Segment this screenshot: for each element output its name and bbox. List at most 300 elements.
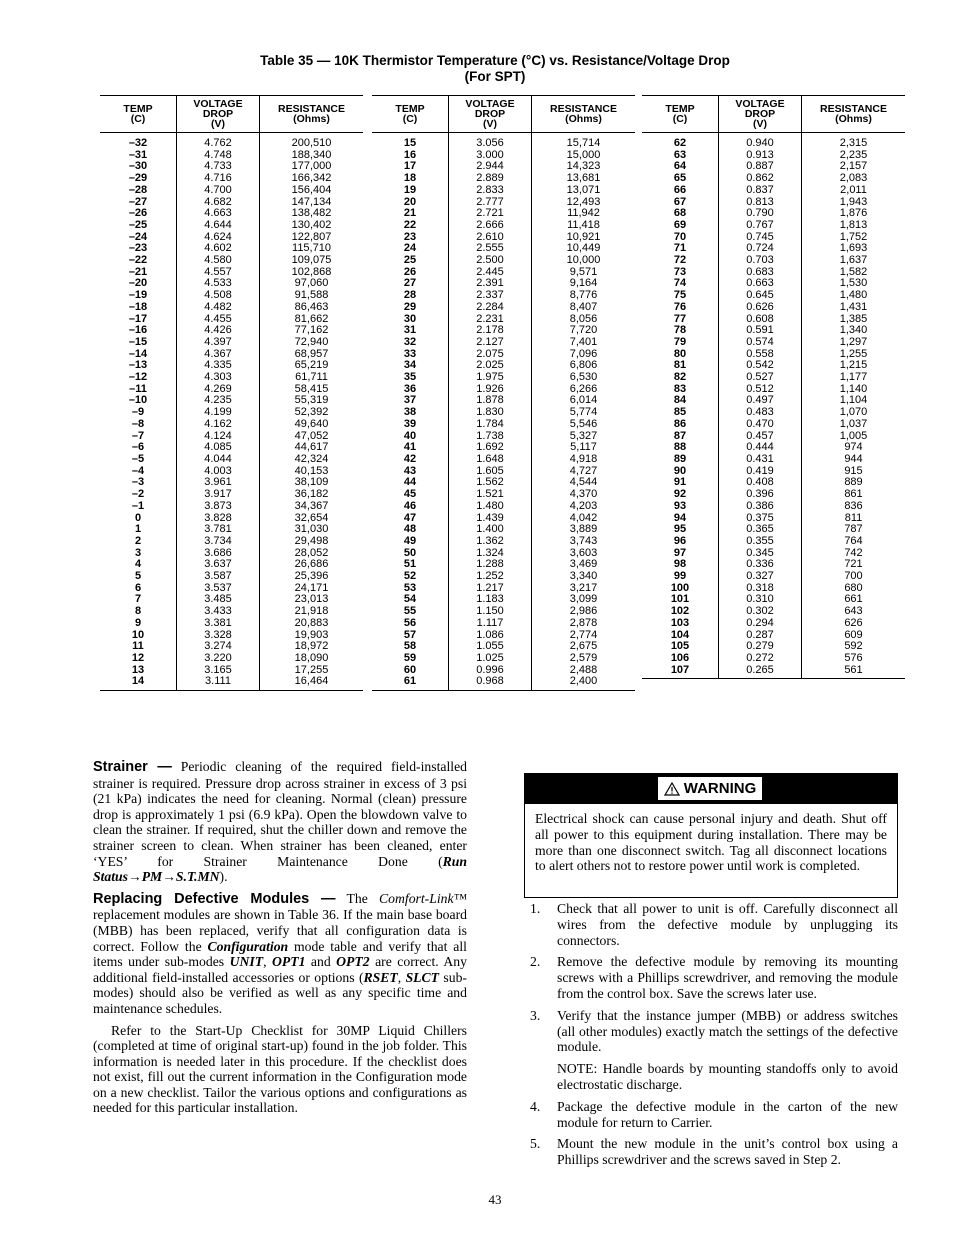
temp-cell: –13 — [128, 359, 148, 372]
voltage-cell: 3.220 — [177, 653, 260, 665]
steps-list — [530, 901, 898, 1174]
table-row — [642, 536, 905, 548]
voltage-cell: 0.862 — [719, 173, 802, 185]
temp-cell: –12 — [128, 371, 148, 384]
resistance-cell: 561 — [802, 665, 906, 679]
resistance-cell: 11,942 — [532, 208, 636, 220]
resistance-cell: 1,215 — [802, 360, 906, 372]
temp-cell: –9 — [131, 406, 145, 419]
resistance-cell: 1,530 — [802, 278, 906, 290]
voltage-cell: 2.391 — [449, 278, 532, 290]
resistance-cell: 1,340 — [802, 325, 906, 337]
voltage-cell: 4.269 — [177, 384, 260, 396]
voltage-cell: 2.284 — [449, 302, 532, 314]
voltage-cell: 4.003 — [177, 466, 260, 478]
temp-cell: 1 — [134, 523, 142, 536]
table-row — [372, 676, 635, 690]
resistance-cell: 11,418 — [532, 220, 636, 232]
resistance-cell: 2,235 — [802, 150, 906, 162]
temp-cell: 44 — [403, 476, 417, 489]
temp-cell: 53 — [403, 581, 417, 594]
step-3: 3. Verify that the instance jumper (MBB) or address switches (all other modules) exactly match the settings of the defective module. — [530, 1007, 898, 1055]
resistance-cell: 97,060 — [260, 278, 364, 290]
voltage-cell: 0.470 — [719, 419, 802, 431]
voltage-cell: 3.961 — [177, 477, 260, 489]
temp-cell: 37 — [403, 394, 417, 407]
voltage-cell: 4.624 — [177, 232, 260, 244]
warning-label — [658, 777, 762, 800]
temp-cell: 45 — [403, 488, 417, 501]
resistance-cell: 2,579 — [532, 653, 636, 665]
resistance-cell: 166,342 — [260, 173, 364, 185]
voltage-cell: 1.648 — [449, 454, 532, 466]
resistance-cell: 115,710 — [260, 243, 364, 255]
voltage-cell: 2.231 — [449, 314, 532, 326]
resistance-cell: 188,340 — [260, 150, 364, 162]
resistance-cell: 3,099 — [532, 594, 636, 606]
header-temp: TEMP (C) — [642, 96, 719, 133]
temp-cell: 15 — [403, 137, 417, 149]
header-resistance: RESISTANCE (Ohms) — [260, 96, 364, 133]
voltage-cell: 1.150 — [449, 606, 532, 618]
voltage-cell: 0.663 — [719, 278, 802, 290]
temp-cell: 32 — [403, 335, 417, 348]
voltage-cell: 2.075 — [449, 349, 532, 361]
thermistor-table-col-1 — [100, 95, 363, 691]
voltage-cell: 3.274 — [177, 641, 260, 653]
resistance-cell: 661 — [802, 594, 906, 606]
temp-cell: –26 — [128, 207, 148, 220]
header-voltage: VOLTAGE DROP (V) — [719, 96, 802, 133]
resistance-cell: 49,640 — [260, 419, 364, 431]
voltage-cell: 4.644 — [177, 220, 260, 232]
voltage-cell: 4.748 — [177, 150, 260, 162]
temp-cell: –8 — [131, 417, 145, 430]
temp-cell: 43 — [403, 464, 417, 477]
resistance-cell: 680 — [802, 583, 906, 595]
resistance-cell: 61,711 — [260, 372, 364, 384]
temp-cell: –21 — [128, 265, 148, 278]
temp-cell: 31 — [403, 324, 417, 337]
temp-cell: 100 — [670, 581, 690, 594]
step-1: 1. Check that all power to unit is off. Carefully disconnect all wires from the defective module by unplugging its connectors. — [530, 901, 898, 948]
temp-cell: 14 — [100, 676, 177, 690]
voltage-cell: 1.605 — [449, 466, 532, 478]
temp-cell: 99 — [673, 570, 687, 583]
table-row — [100, 337, 363, 349]
temp-cell: 88 — [673, 441, 687, 454]
temp-cell: –17 — [128, 312, 148, 325]
resistance-cell: 44,617 — [260, 442, 364, 454]
voltage-cell: 1.439 — [449, 513, 532, 525]
resistance-cell: 15,714 — [532, 133, 636, 150]
voltage-cell: 1.117 — [449, 618, 532, 630]
resistance-cell: 1,431 — [802, 302, 906, 314]
resistance-cell: 6,806 — [532, 360, 636, 372]
resistance-cell: 787 — [802, 524, 906, 536]
voltage-cell: 2.500 — [449, 255, 532, 267]
voltage-cell: 3.000 — [449, 150, 532, 162]
temp-cell: 0 — [134, 511, 142, 524]
resistance-cell: 16,464 — [260, 676, 364, 690]
voltage-cell: 3.781 — [177, 524, 260, 536]
resistance-cell: 15,000 — [532, 150, 636, 162]
step-4: 4. Package the defective module in the carton of the new module for return to Carrier. — [530, 1098, 898, 1130]
resistance-cell: 102,868 — [260, 267, 364, 279]
table-row — [372, 185, 635, 197]
resistance-cell: 36,182 — [260, 489, 364, 501]
table-row — [642, 302, 905, 314]
voltage-cell: 0.512 — [719, 384, 802, 396]
temp-cell: 61 — [372, 676, 449, 690]
temp-cell: 65 — [673, 172, 687, 185]
temp-cell: 97 — [673, 546, 687, 559]
resistance-cell: 811 — [802, 513, 906, 525]
voltage-cell: 4.303 — [177, 372, 260, 384]
temp-cell: 74 — [673, 277, 687, 290]
temp-cell: 50 — [403, 546, 417, 559]
temp-cell: –4 — [131, 464, 145, 477]
temp-cell: 34 — [403, 359, 417, 372]
temp-cell: 29 — [403, 300, 417, 313]
voltage-cell: 0.318 — [719, 583, 802, 595]
voltage-cell: 1.521 — [449, 489, 532, 501]
thermistor-table-col-2 — [372, 95, 635, 691]
temp-cell: 54 — [403, 593, 417, 606]
table-row — [642, 255, 905, 267]
voltage-cell: 3.328 — [177, 630, 260, 642]
temp-cell: 48 — [403, 523, 417, 536]
voltage-cell: 2.127 — [449, 337, 532, 349]
temp-cell: –2 — [131, 488, 145, 501]
voltage-cell: 2.721 — [449, 208, 532, 220]
resistance-cell: 7,096 — [532, 349, 636, 361]
temp-cell: –30 — [128, 160, 148, 173]
table-row — [100, 185, 363, 197]
table-row — [100, 676, 363, 690]
voltage-cell: 1.975 — [449, 372, 532, 384]
resistance-cell: 7,401 — [532, 337, 636, 349]
resistance-cell: 2,488 — [532, 665, 636, 677]
table-row — [372, 220, 635, 232]
temp-cell: –16 — [128, 324, 148, 337]
resistance-cell: 576 — [802, 653, 906, 665]
resistance-cell: 177,000 — [260, 161, 364, 173]
voltage-cell: 2.777 — [449, 197, 532, 209]
resistance-cell: 2,400 — [532, 676, 636, 690]
table-row — [100, 255, 363, 267]
resistance-cell: 721 — [802, 559, 906, 571]
table-row — [100, 618, 363, 630]
temp-cell: 79 — [673, 335, 687, 348]
warning-triangle-icon — [664, 782, 680, 796]
resistance-cell: 1,297 — [802, 337, 906, 349]
resistance-cell: 9,571 — [532, 267, 636, 279]
voltage-cell: 0.608 — [719, 314, 802, 326]
table-row — [372, 571, 635, 583]
resistance-cell: 8,776 — [532, 290, 636, 302]
resistance-cell: 147,134 — [260, 197, 364, 209]
voltage-cell: 0.287 — [719, 630, 802, 642]
resistance-cell: 19,903 — [260, 630, 364, 642]
resistance-cell: 42,324 — [260, 454, 364, 466]
voltage-cell: 0.968 — [449, 676, 532, 690]
table-row — [642, 653, 905, 665]
table-row — [372, 372, 635, 384]
voltage-cell: 3.056 — [449, 133, 532, 150]
resistance-cell: 4,727 — [532, 466, 636, 478]
temp-cell: 92 — [673, 488, 687, 501]
temp-cell: 51 — [403, 558, 417, 571]
resistance-cell: 18,972 — [260, 641, 364, 653]
resistance-cell: 1,876 — [802, 208, 906, 220]
temp-cell: 20 — [403, 195, 417, 208]
voltage-cell: 0.745 — [719, 232, 802, 244]
voltage-cell: 4.533 — [177, 278, 260, 290]
resistance-cell: 13,681 — [532, 173, 636, 185]
table-row — [100, 133, 363, 150]
resistance-cell: 21,918 — [260, 606, 364, 618]
table-row — [100, 571, 363, 583]
checklist-paragraph: Refer to the Start-Up Checklist for 30MP Liquid Chillers (completed at time of original start-up) found in the job folder. This information is needed later in this procedure. If the checklist does not exist, fill out the current information in the Configuration mode on a new checklist. Tailor the various options and configurations as needed for this particular installation. — [93, 1022, 467, 1116]
temp-cell: 38 — [403, 406, 417, 419]
voltage-cell: 1.926 — [449, 384, 532, 396]
temp-cell: 62 — [673, 137, 687, 149]
temp-cell: 103 — [670, 616, 690, 629]
voltage-cell: 3.165 — [177, 665, 260, 677]
voltage-cell: 4.199 — [177, 407, 260, 419]
resistance-cell: 2,157 — [802, 161, 906, 173]
resistance-cell: 156,404 — [260, 185, 364, 197]
temp-cell: 86 — [673, 417, 687, 430]
temp-cell: 82 — [673, 371, 687, 384]
resistance-cell: 29,498 — [260, 536, 364, 548]
resistance-cell: 2,675 — [532, 641, 636, 653]
table-row — [642, 372, 905, 384]
table-row — [642, 220, 905, 232]
header-voltage: VOLTAGE DROP (V) — [449, 96, 532, 133]
temp-cell: 89 — [673, 452, 687, 465]
table-row — [100, 454, 363, 466]
temp-cell: 7 — [134, 593, 142, 606]
temp-cell: 76 — [673, 300, 687, 313]
voltage-cell: 0.345 — [719, 548, 802, 560]
temp-cell: 8 — [134, 605, 142, 618]
voltage-cell: 1.252 — [449, 571, 532, 583]
resistance-cell: 47,052 — [260, 431, 364, 443]
voltage-cell: 3.433 — [177, 606, 260, 618]
voltage-cell: 2.555 — [449, 243, 532, 255]
table-row — [372, 302, 635, 314]
resistance-cell: 5,546 — [532, 419, 636, 431]
resistance-cell: 10,000 — [532, 255, 636, 267]
temp-cell: 17 — [403, 160, 417, 173]
strainer-heading: Strainer — — [93, 759, 172, 775]
temp-cell: 2 — [134, 534, 142, 547]
resistance-cell: 1,693 — [802, 243, 906, 255]
temp-cell: 78 — [673, 324, 687, 337]
header-temp: TEMP (C) — [100, 96, 177, 133]
table-row — [642, 618, 905, 630]
temp-cell: 24 — [403, 242, 417, 255]
temp-cell: 35 — [403, 371, 417, 384]
resistance-cell: 10,449 — [532, 243, 636, 255]
temp-cell: 77 — [673, 312, 687, 325]
temp-cell: –29 — [128, 172, 148, 185]
voltage-cell: 3.111 — [177, 676, 260, 690]
temp-cell: 19 — [403, 183, 417, 196]
resistance-cell: 1,140 — [802, 384, 906, 396]
table-row — [372, 337, 635, 349]
resistance-cell: 109,075 — [260, 255, 364, 267]
resistance-cell: 700 — [802, 571, 906, 583]
temp-cell: 63 — [673, 148, 687, 161]
step-2: 2. Remove the defective module by removing its mounting screws with a Phillips screwdriver, and removing the module from the control box. Save the screws later use. — [530, 954, 898, 1001]
resistance-cell: 1,104 — [802, 395, 906, 407]
voltage-cell: 0.813 — [719, 197, 802, 209]
voltage-cell: 3.381 — [177, 618, 260, 630]
temp-cell: –28 — [128, 183, 148, 196]
resistance-cell: 58,415 — [260, 384, 364, 396]
temp-cell: 11 — [132, 640, 144, 653]
temp-cell: 84 — [673, 394, 687, 407]
voltage-cell: 4.682 — [177, 197, 260, 209]
resistance-cell: 8,056 — [532, 314, 636, 326]
header-voltage: VOLTAGE DROP (V) — [177, 96, 260, 133]
header-resistance: RESISTANCE (Ohms) — [802, 96, 906, 133]
left-text-column — [93, 759, 467, 1122]
temp-cell: 87 — [673, 429, 687, 442]
voltage-cell: 0.790 — [719, 208, 802, 220]
table-row — [100, 372, 363, 384]
table-row — [372, 454, 635, 466]
temp-cell: 80 — [673, 347, 687, 360]
temp-cell: 57 — [403, 628, 417, 641]
voltage-cell: 3.686 — [177, 548, 260, 560]
temp-cell: 66 — [673, 183, 687, 196]
temp-cell: 16 — [403, 148, 417, 161]
resistance-cell: 4,370 — [532, 489, 636, 501]
warning-label-text: WARNING — [683, 780, 757, 797]
table-title: Table 35 — 10K Thermistor Temperature (°C) vs. Resistance/Voltage Drop — [260, 53, 730, 68]
resistance-cell: 1,582 — [802, 267, 906, 279]
resistance-cell: 742 — [802, 548, 906, 560]
voltage-cell: 0.327 — [719, 571, 802, 583]
voltage-cell: 4.733 — [177, 161, 260, 173]
voltage-cell: 3.637 — [177, 559, 260, 571]
voltage-cell: 0.265 — [719, 665, 802, 679]
temp-cell: 3 — [134, 546, 142, 559]
voltage-cell: 0.996 — [449, 665, 532, 677]
resistance-cell: 65,219 — [260, 360, 364, 372]
resistance-cell: 861 — [802, 489, 906, 501]
resistance-cell: 2,878 — [532, 618, 636, 630]
temp-cell: –25 — [128, 218, 148, 231]
temp-cell: –27 — [128, 195, 148, 208]
resistance-cell: 1,480 — [802, 290, 906, 302]
resistance-cell: 14,323 — [532, 161, 636, 173]
resistance-cell: 34,367 — [260, 501, 364, 513]
resistance-cell: 3,603 — [532, 548, 636, 560]
resistance-cell: 592 — [802, 641, 906, 653]
temp-cell: –31 — [128, 148, 148, 161]
temp-cell: 49 — [403, 534, 417, 547]
voltage-cell: 1.025 — [449, 653, 532, 665]
voltage-cell: 3.917 — [177, 489, 260, 501]
resistance-cell: 52,392 — [260, 407, 364, 419]
voltage-cell: 4.426 — [177, 325, 260, 337]
temp-cell: 4 — [134, 558, 142, 571]
voltage-cell: 0.887 — [719, 161, 802, 173]
voltage-cell: 3.537 — [177, 583, 260, 595]
table-row — [100, 220, 363, 232]
step-5: 5. Mount the new module in the unit’s control box using a Phillips screwdriver and the screws saved in Step 2. — [530, 1136, 898, 1168]
temp-cell: 60 — [403, 663, 417, 676]
voltage-cell: 2.666 — [449, 220, 532, 232]
temp-cell: 41 — [403, 441, 417, 454]
voltage-cell: 1.055 — [449, 641, 532, 653]
header-temp: TEMP (C) — [372, 96, 449, 133]
voltage-cell: 0.294 — [719, 618, 802, 630]
resistance-cell: 2,986 — [532, 606, 636, 618]
voltage-cell: 0.574 — [719, 337, 802, 349]
table-row — [372, 255, 635, 267]
temp-cell: 72 — [673, 254, 687, 267]
voltage-cell: 4.557 — [177, 267, 260, 279]
resistance-cell: 944 — [802, 454, 906, 466]
resistance-cell: 2,083 — [802, 173, 906, 185]
voltage-cell: 0.431 — [719, 454, 802, 466]
voltage-cell: 0.497 — [719, 395, 802, 407]
voltage-cell: 4.580 — [177, 255, 260, 267]
voltage-cell: 0.683 — [719, 267, 802, 279]
resistance-cell: 6,530 — [532, 372, 636, 384]
resistance-cell: 77,162 — [260, 325, 364, 337]
temp-cell: 6 — [134, 581, 142, 594]
temp-cell: –7 — [131, 429, 145, 442]
temp-cell: –18 — [128, 300, 148, 313]
voltage-cell: 0.913 — [719, 150, 802, 162]
voltage-cell: 0.703 — [719, 255, 802, 267]
page-number: 43 — [488, 1192, 502, 1207]
temp-cell: 27 — [403, 277, 417, 290]
voltage-cell: 0.626 — [719, 302, 802, 314]
temp-cell: 23 — [403, 230, 417, 243]
resistance-cell: 25,396 — [260, 571, 364, 583]
voltage-cell: 3.828 — [177, 513, 260, 525]
resistance-cell: 626 — [802, 618, 906, 630]
resistance-cell: 4,203 — [532, 501, 636, 513]
note: NOTE: Handle boards by mounting standoffs only to avoid electrostatic discharge. — [557, 1061, 898, 1092]
resistance-cell: 5,117 — [532, 442, 636, 454]
voltage-cell: 0.645 — [719, 290, 802, 302]
resistance-cell: 31,030 — [260, 524, 364, 536]
temp-cell: 85 — [673, 406, 687, 419]
voltage-cell: 2.178 — [449, 325, 532, 337]
voltage-cell: 1.562 — [449, 477, 532, 489]
temp-cell: 75 — [673, 289, 687, 302]
resistance-cell: 55,319 — [260, 395, 364, 407]
resistance-cell: 122,807 — [260, 232, 364, 244]
warning-text: Electrical shock can cause personal injury and death. Shut off all power to this equipment during installation. There may be more than one disconnect switch. Tag all disconnect locations to alert others not to restore power until work is completed. — [535, 811, 887, 874]
temp-cell: 68 — [673, 207, 687, 220]
resistance-cell: 2,011 — [802, 185, 906, 197]
resistance-cell: 1,943 — [802, 197, 906, 209]
table-row — [100, 653, 363, 665]
temp-cell: 64 — [673, 160, 687, 173]
table-row — [642, 571, 905, 583]
temp-cell: 98 — [673, 558, 687, 571]
